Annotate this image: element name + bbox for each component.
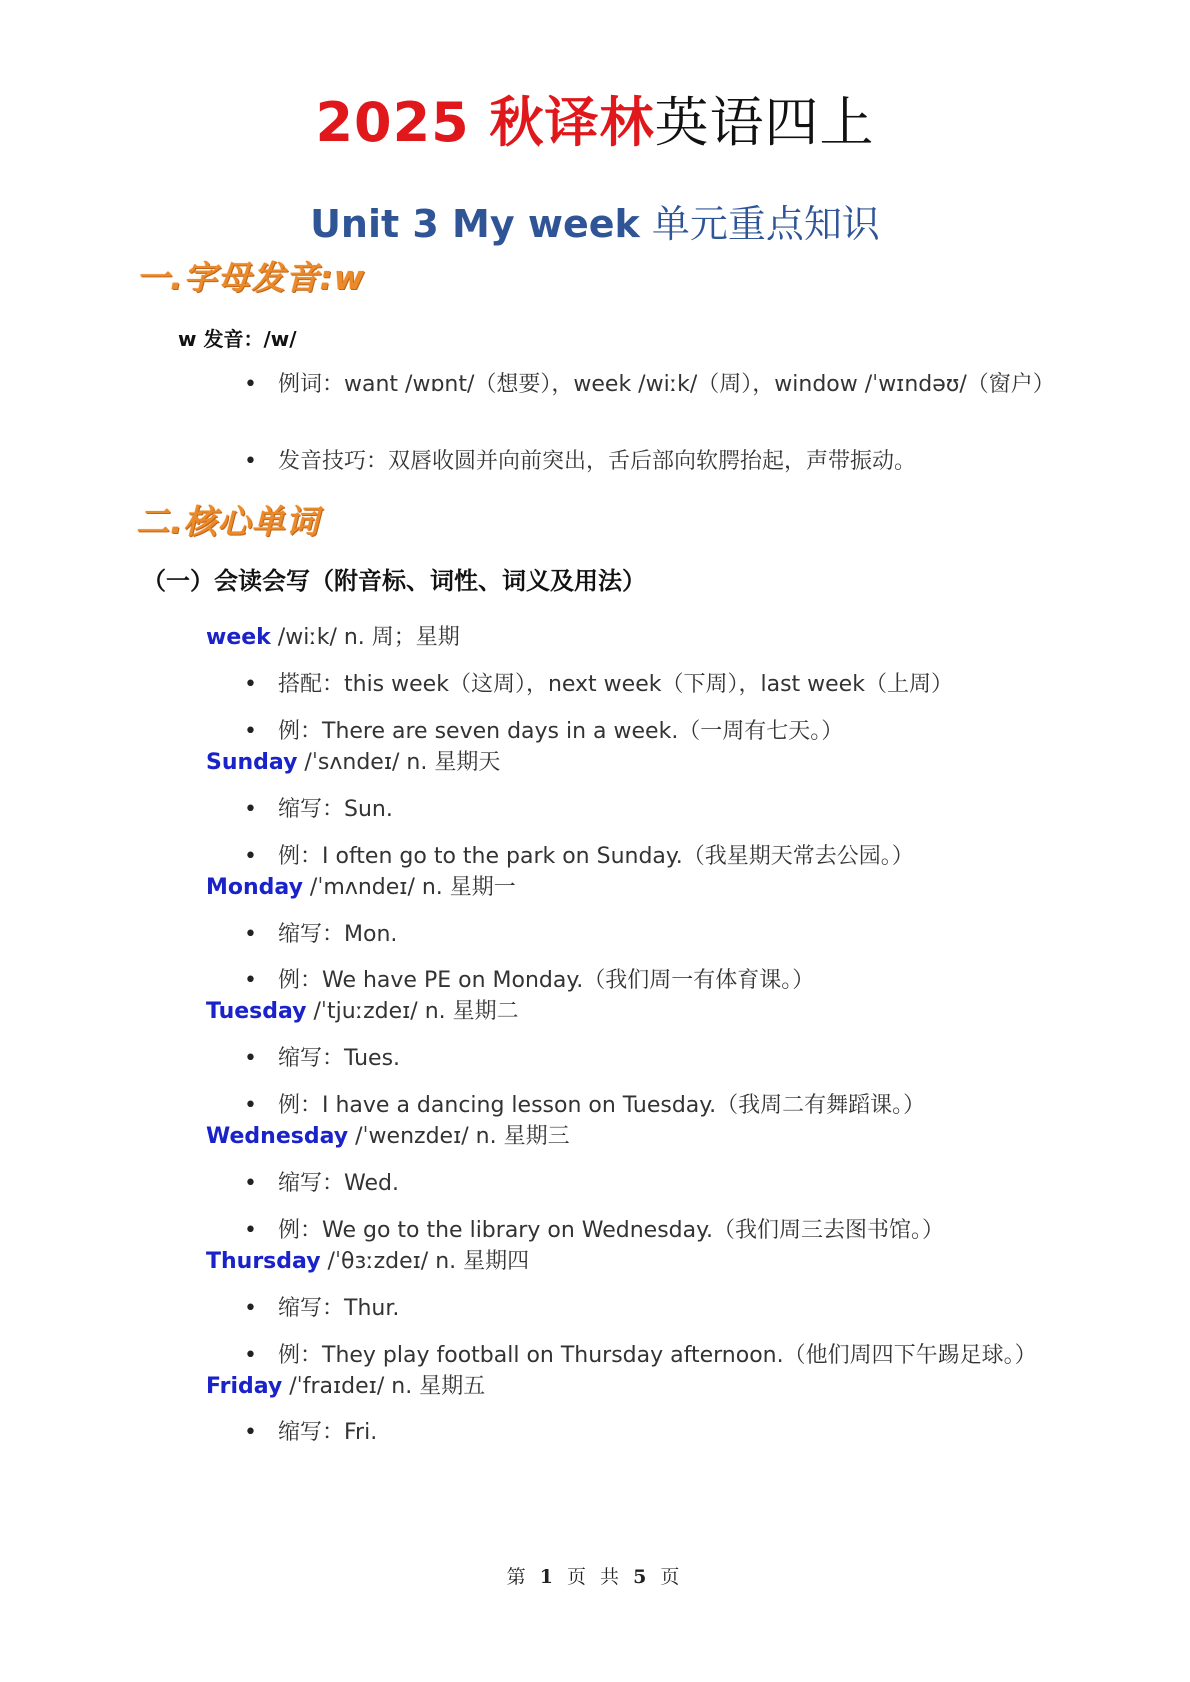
word-term: Tuesday <box>206 999 307 1024</box>
word-detail: /ˈsʌndeɪ/ n. 星期天 <box>297 750 501 775</box>
word-bullet: • 缩写：Tues. <box>278 1044 1058 1074</box>
word-detail: /ˈtjuːzdeɪ/ n. 星期二 <box>306 999 519 1024</box>
section1-bullet: • 例词：want /wɒnt/（想要），week /wiːk/（周），window /ˈwɪndəʊ/（窗户） <box>278 370 1058 400</box>
word-bullet: • 例：I have a dancing lesson on Tuesday.（我周二有舞蹈课。） <box>278 1091 1058 1121</box>
word-entry <box>206 1247 529 1277</box>
word-entry <box>206 623 460 653</box>
document-title <box>0 88 1190 158</box>
document-subtitle <box>0 198 1190 250</box>
word-bullet: • 例：There are seven days in a week.（一周有七天。） <box>278 717 1058 747</box>
word-entry <box>206 748 500 778</box>
title-rest: 英语四上 <box>654 91 875 154</box>
word-bullet: • 例：I often go to the park on Sunday.（我星期天常去公园。） <box>278 842 1058 872</box>
section1-heading: 一.字母发音:w <box>136 258 366 297</box>
title-publisher: 秋译林 <box>489 91 655 154</box>
word-term: Thursday <box>206 1249 321 1274</box>
subtitle-en: Unit 3 My week <box>310 202 640 246</box>
word-detail: /ˈθɜːzdeɪ/ n. 星期四 <box>320 1249 530 1274</box>
word-term: Sunday <box>206 750 298 775</box>
footer-pre: 第 <box>506 1566 530 1588</box>
word-term: Wednesday <box>206 1124 349 1149</box>
footer-total-pages: 5 <box>633 1566 651 1588</box>
word-detail: /ˈfraɪdeɪ/ n. 星期五 <box>282 1374 486 1399</box>
footer-post: 页 <box>660 1566 684 1588</box>
word-detail: /ˈwenzdeɪ/ n. 星期三 <box>348 1124 570 1149</box>
section1-bullet: • 发音技巧：双唇收圆并向前突出，舌后部向软腭抬起，声带振动。 <box>278 447 1058 477</box>
word-entry <box>206 873 516 903</box>
word-bullet: • 例：We have PE on Monday.（我们周一有体育课。） <box>278 966 1058 996</box>
word-term: week <box>206 625 271 650</box>
word-detail: /ˈmʌndeɪ/ n. 星期一 <box>302 875 516 900</box>
word-entry <box>206 997 519 1027</box>
word-bullet: • 搭配：this week（这周），next week（下周），last week（上周） <box>278 670 1058 700</box>
word-entry <box>206 1122 570 1152</box>
footer-page-number: 1 <box>539 1566 557 1588</box>
word-term: Friday <box>206 1374 283 1399</box>
section2-heading: 二.核心单词 <box>136 502 320 541</box>
word-bullet: • 例：We go to the library on Wednesday.（我们周三去图书馆。） <box>278 1216 1058 1246</box>
word-entry <box>206 1372 485 1402</box>
word-bullet: • 缩写：Fri. <box>278 1418 1058 1448</box>
pronunciation-head: w 发音：/w/ <box>178 327 297 351</box>
word-bullet: • 缩写：Wed. <box>278 1169 1058 1199</box>
word-bullet: • 缩写：Thur. <box>278 1294 1058 1324</box>
word-bullet: • 缩写：Sun. <box>278 795 1058 825</box>
subtitle-zh: 单元重点知识 <box>651 202 880 246</box>
word-bullet: • 例：They play football on Thursday afternoon.（他们周四下午踢足球。） <box>278 1341 1058 1371</box>
page-footer <box>0 1562 1190 1589</box>
section2-subheading: （一）会读会写（附音标、词性、词义及用法） <box>142 567 646 595</box>
title-year: 2025 <box>315 91 470 154</box>
word-term: Monday <box>206 875 303 900</box>
footer-mid: 页 共 <box>566 1566 624 1588</box>
word-bullet: • 缩写：Mon. <box>278 920 1058 950</box>
word-detail: /wiːk/ n. 周；星期 <box>270 625 460 650</box>
